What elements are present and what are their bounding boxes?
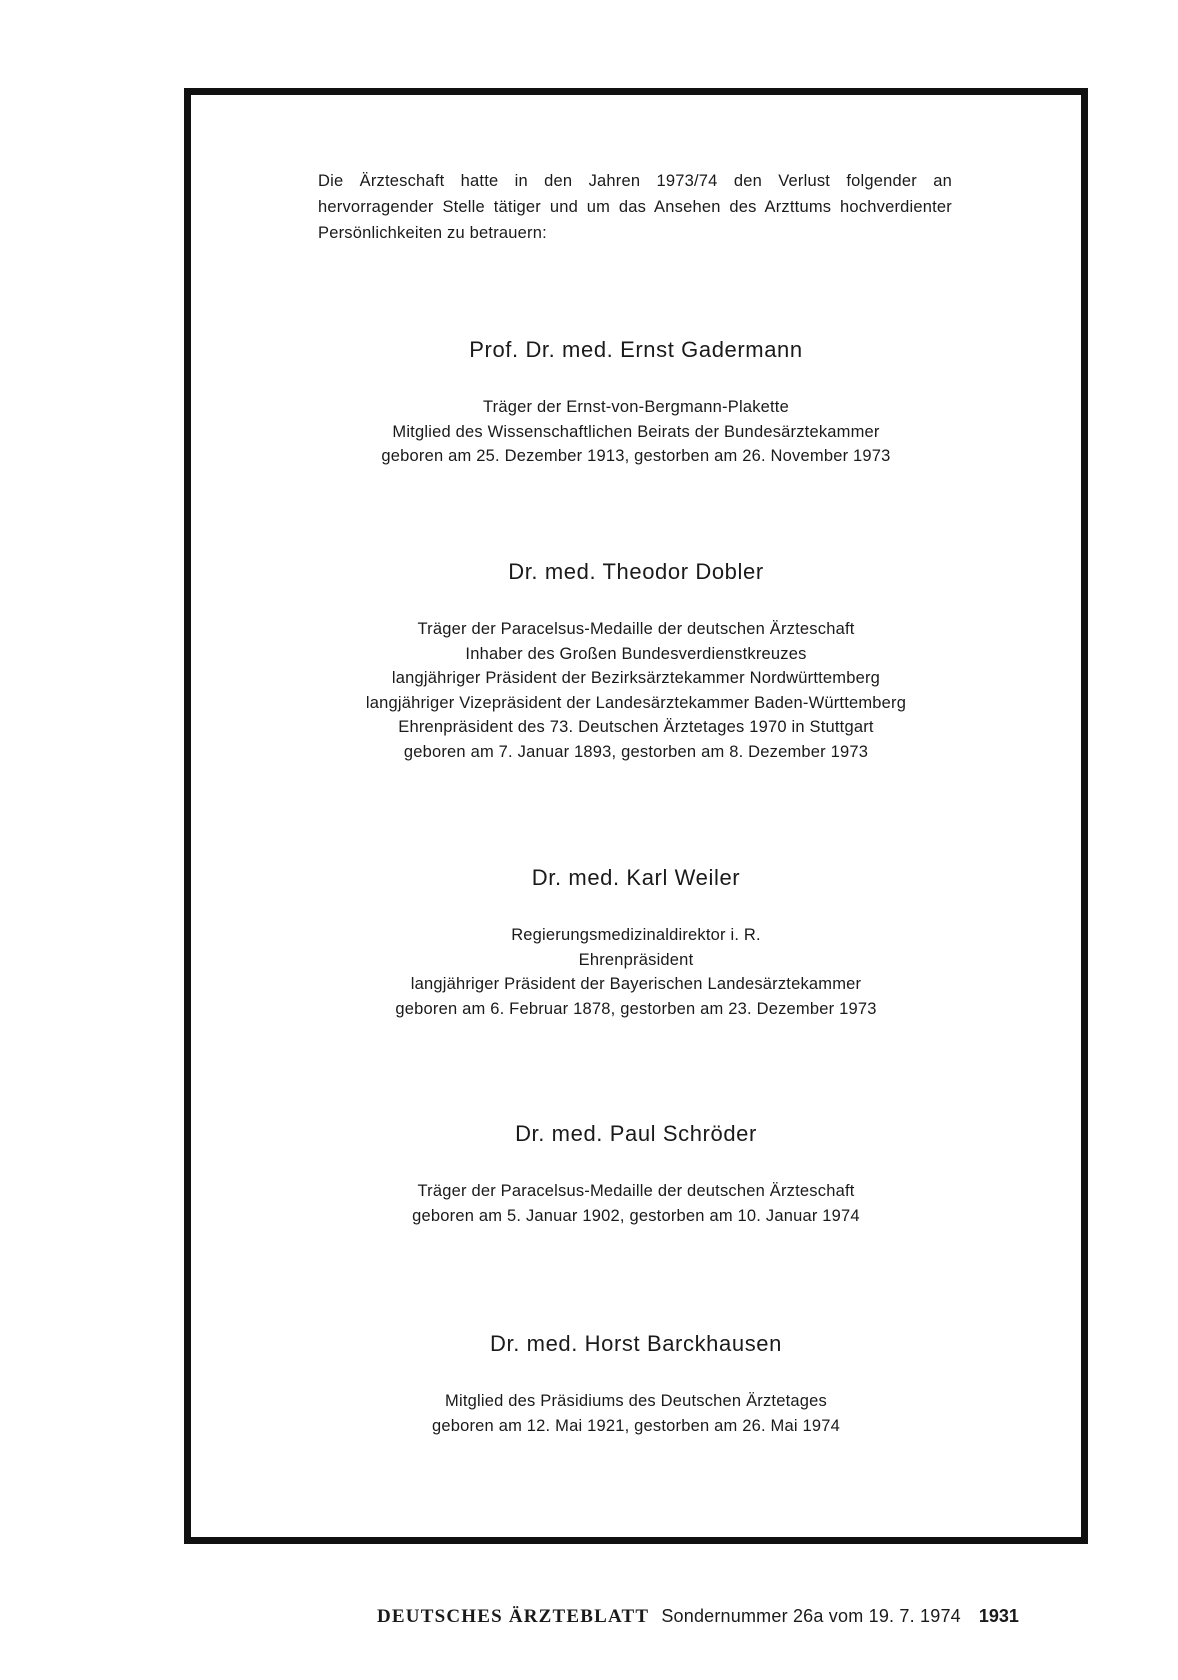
detail-line: geboren am 12. Mai 1921, gestorben am 26. Mai 1974 (431, 1416, 841, 1435)
detail-line: geboren am 5. Januar 1902, gestorben am 10. Januar 1974 (412, 1206, 860, 1225)
page-footer (377, 1604, 1087, 1629)
detail-line: Mitglied des Wissenschaftlichen Beirats der Bundesärztekammer (392, 422, 880, 441)
detail-line: Regierungsmedizinaldirektor i. R. (511, 926, 761, 944)
detail-line: Ehrenpräsident des 73. Deutschen Ärztetages 1970 in Stuttgart (398, 718, 874, 736)
person-entry (184, 864, 1088, 1021)
person-name: Dr. med. Karl Weiler (531, 865, 741, 890)
detail-line: langjähriger Präsident der Bezirksärztekammer Nordwürttemberg (391, 669, 881, 687)
person-entry (184, 1120, 1088, 1228)
detail-line: Inhaber des Großen Bundesverdienstkreuzes (465, 644, 807, 663)
person-name: Dr. med. Paul Schröder (515, 1121, 757, 1146)
detail-line: Ehrenpräsident (578, 950, 694, 969)
detail-line: Träger der Ernst-von-Bergmann-Plakette (483, 398, 789, 416)
detail-line: geboren am 7. Januar 1893, gestorben am 8. Dezember 1973 (403, 742, 869, 761)
detail-line: Mitglied des Präsidiums des Deutschen Ärztetages (445, 1392, 827, 1410)
person-name: Prof. Dr. med. Ernst Gadermann (469, 337, 803, 362)
detail-line: langjähriger Präsident der Bayerischen Landesärztekammer (410, 975, 862, 993)
detail-line: geboren am 6. Februar 1878, gestorben am 23. Dezember 1973 (395, 999, 877, 1018)
person-entry (184, 336, 1088, 469)
journal-title: DEUTSCHES ÄRZTEBLATT (377, 1606, 650, 1627)
person-name: Dr. med. Theodor Dobler (508, 559, 764, 584)
detail-line: Träger der Paracelsus-Medaille der deutschen Ärzteschaft (417, 1182, 855, 1200)
mourning-border (184, 88, 1088, 1544)
person-name: Dr. med. Horst Barckhausen (490, 1331, 782, 1356)
person-entry (184, 558, 1088, 764)
person-details (184, 395, 1088, 469)
person-details (184, 1179, 1088, 1228)
detail-line: geboren am 25. Dezember 1913, gestorben am 26. November 1973 (381, 447, 891, 465)
person-entry (184, 1330, 1088, 1438)
detail-line: langjähriger Vizepräsident der Landesärztekammer Baden-Württemberg (365, 693, 907, 712)
person-details (184, 617, 1088, 764)
person-details (184, 923, 1088, 1021)
person-details (184, 1389, 1088, 1438)
page-number: 1931 (978, 1606, 1019, 1626)
issue-info: Sondernummer 26a vom 19. 7. 1974 (661, 1606, 961, 1626)
detail-line: Träger der Paracelsus-Medaille der deutschen Ärzteschaft (417, 620, 855, 638)
intro-text: Die Ärzteschaft hatte in den Jahren 1973/74 den Verlust folgender an hervorragender Stelle tätiger und um das Ansehen des Arzttums hochverdienter Persönlichkeiten zu betrauern: (318, 172, 952, 242)
